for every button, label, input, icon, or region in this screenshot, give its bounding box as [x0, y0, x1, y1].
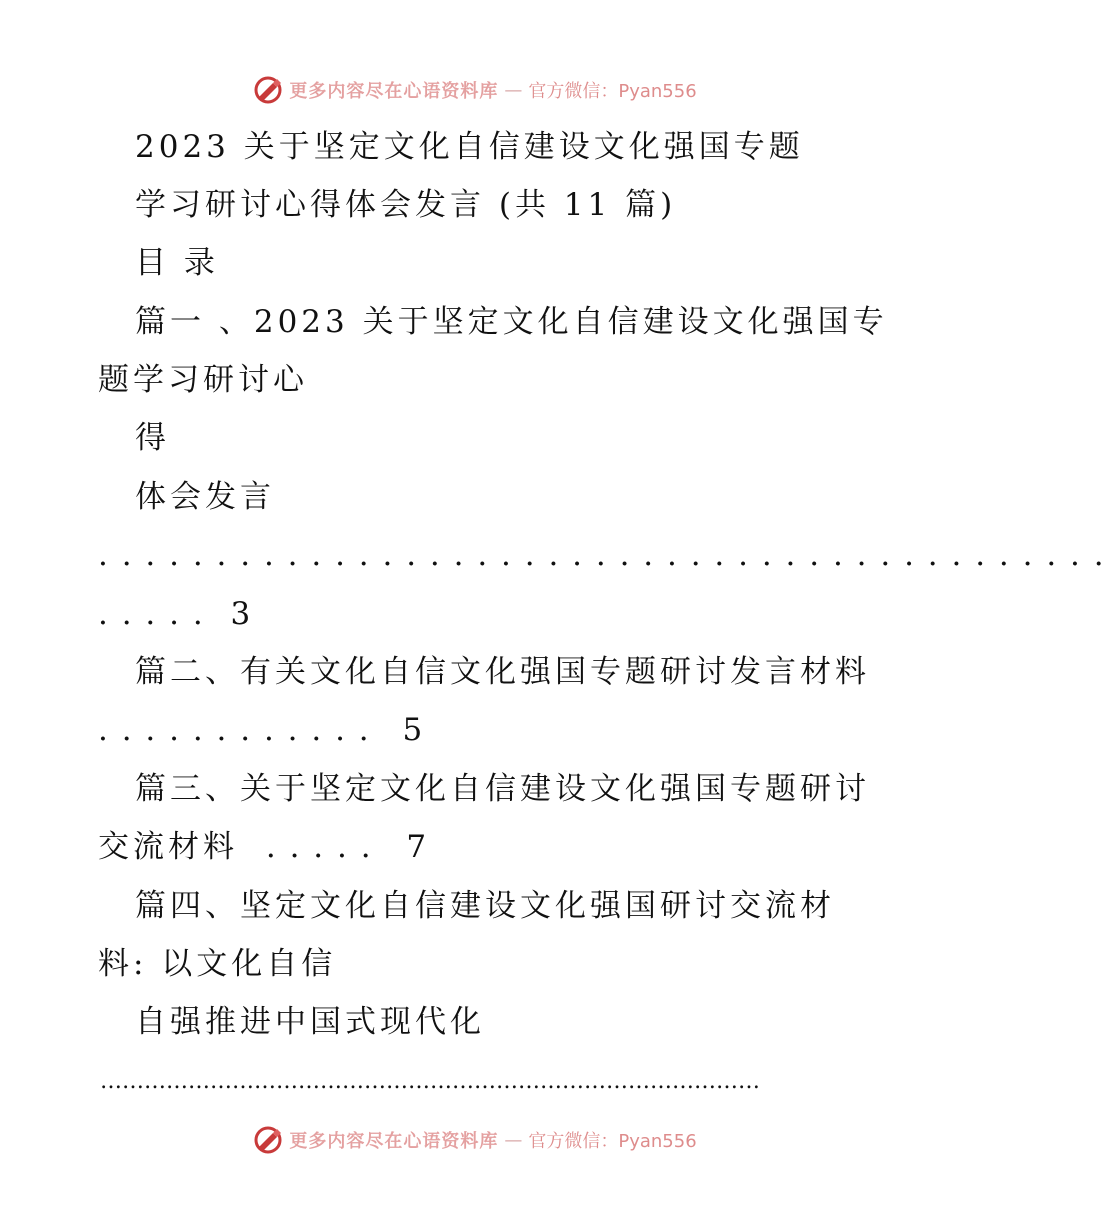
- toc-entry-2-page: 5: [402, 712, 425, 748]
- toc-entry-4-leader: ………………………………………………………………………………: [100, 1069, 760, 1094]
- toc-entry-3-line2: 交流材料: [98, 829, 238, 865]
- watermark-footer: [0, 1120, 950, 1160]
- toc-entry-1-line4: 体会发言: [135, 479, 275, 515]
- toc-entry-1-leader2-row: [98, 594, 252, 634]
- watermark-header: [0, 70, 950, 110]
- watermark-contact: 官方微信：Pyan556: [528, 81, 697, 102]
- toc-entry-1-line3: 得: [135, 420, 170, 456]
- pen-logo-icon: [253, 1125, 283, 1155]
- watermark-contact: 官方微信：Pyan556: [528, 1131, 697, 1152]
- toc-heading: 目 录: [135, 245, 219, 281]
- watermark-site-text: 更多内容尽在心语资料库: [289, 81, 499, 102]
- toc-entry-3-line1: 篇三、关于坚定文化自信建设文化强国专题研讨: [135, 771, 870, 807]
- toc-entry-1-leader1: . . . . . . . . . . . . . . . . . . . . . . . . . . . . . . . . . . . . . . . . . . .: [98, 537, 1106, 573]
- watermark-site-text: 更多内容尽在心语资料库: [289, 1131, 499, 1152]
- watermark-separator: —: [504, 79, 523, 101]
- toc-entry-3-leader: . . . . .: [265, 829, 373, 865]
- toc-entry-3-page: 7: [406, 829, 431, 865]
- toc-entry-1-leader2: . . . . .: [98, 596, 205, 632]
- toc-entry-4-line2: 料: 以文化自信: [98, 946, 337, 982]
- toc-entry-2-leader: . . . . . . . . . . . .: [98, 712, 371, 748]
- toc-entry-1-line1: 篇一 、2023 关于坚定文化自信建设文化强国专: [135, 304, 888, 340]
- document-title-line1: 2023 关于坚定文化自信建设文化强国专题: [135, 129, 804, 165]
- document-title-line2: 学习研讨心得体会发言 (共 11 篇): [135, 187, 677, 223]
- toc-entry-1-line2: 题学习研讨心: [98, 362, 308, 398]
- toc-entry-4-line1: 篇四、坚定文化自信建设文化强国研讨交流材: [135, 888, 835, 924]
- toc-entry-1-page: 3: [230, 596, 253, 632]
- toc-entry-2-line1: 篇二、有关文化自信文化强国专题研讨发言材料: [135, 654, 870, 690]
- pen-logo-icon: [253, 75, 283, 105]
- toc-entry-2-leader-row: [98, 710, 424, 750]
- watermark-separator: —: [504, 1129, 523, 1151]
- toc-entry-3-line2-row: [98, 827, 430, 867]
- toc-entry-4-line3: 自强推进中国式现代化: [135, 1004, 485, 1040]
